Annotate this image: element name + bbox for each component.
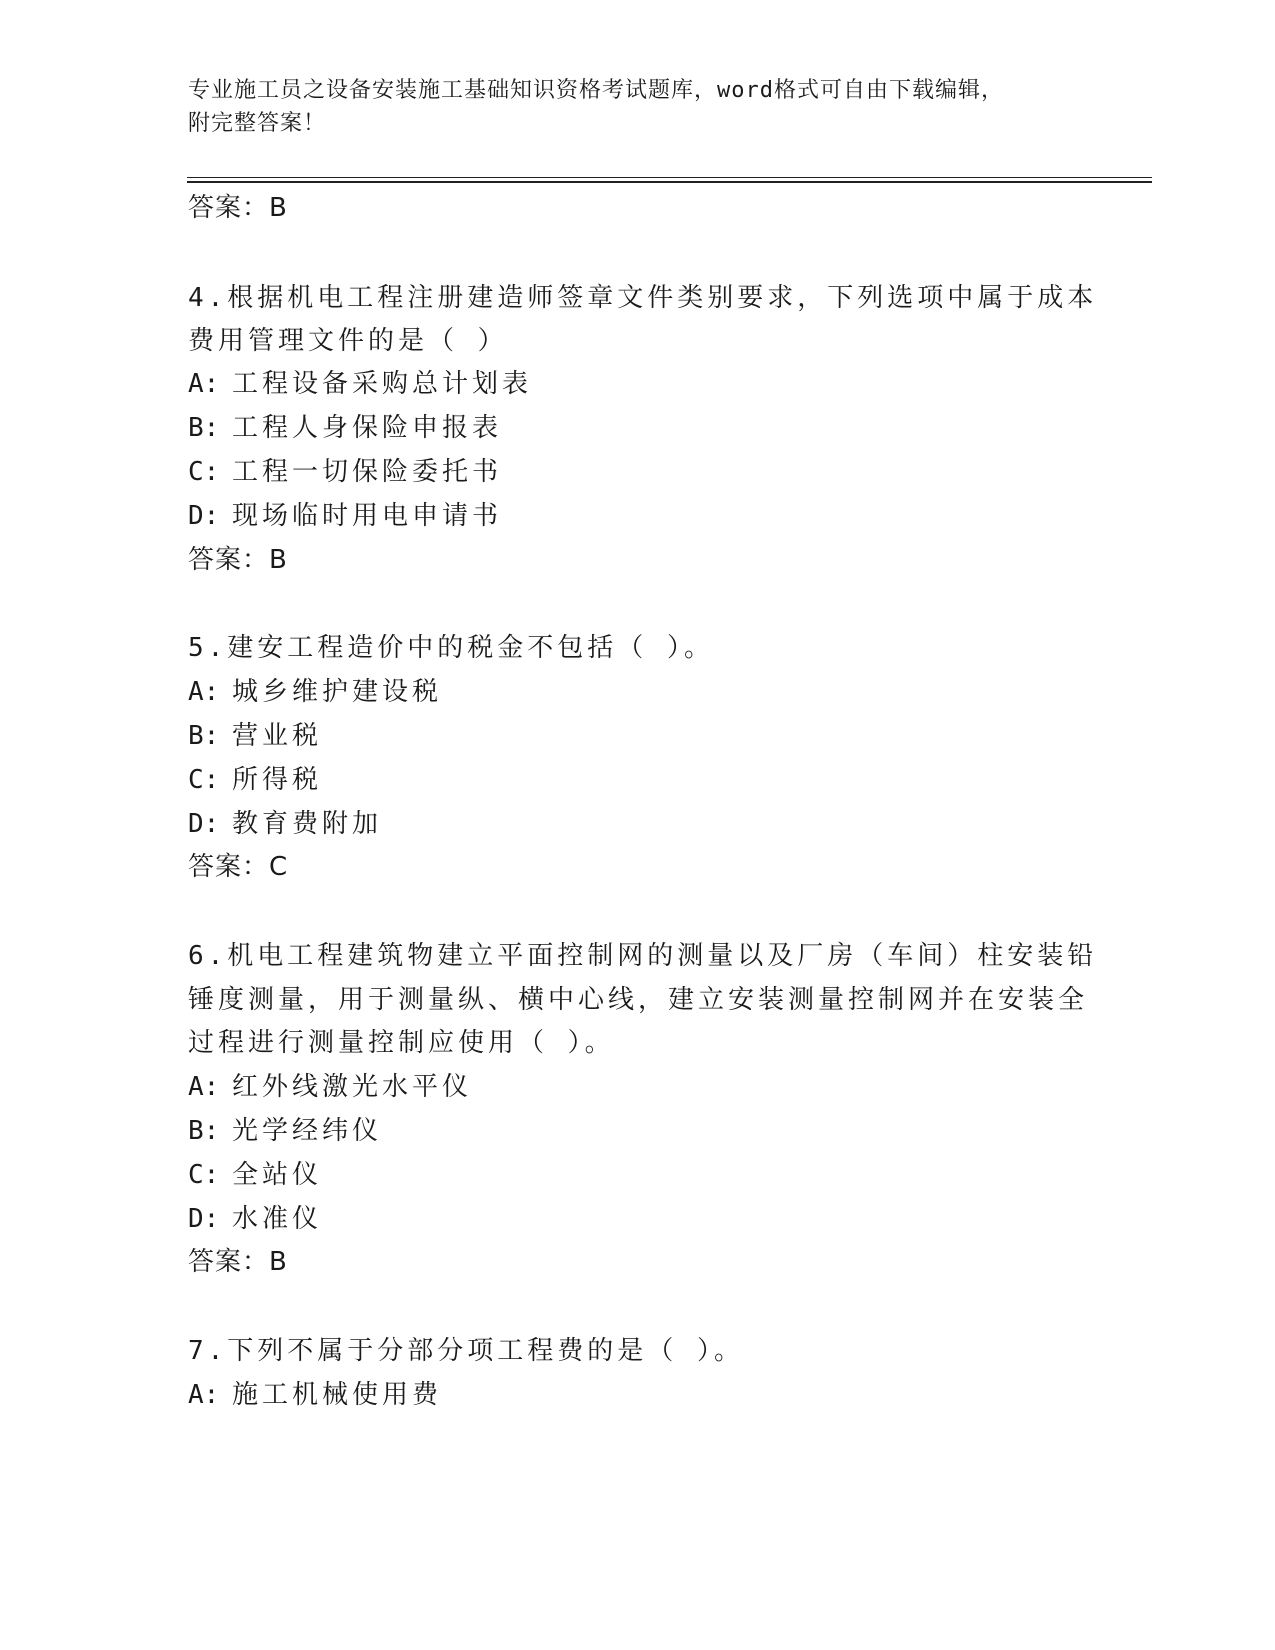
- question-4-answer: 答案：B: [188, 545, 288, 575]
- option-text: 教育费附加: [232, 809, 383, 839]
- question-6-stem-line-1: 6.机电工程建筑物建立平面控制网的测量以及厂房（车间）柱安装铅: [188, 941, 1098, 971]
- option-text: 营业税: [232, 721, 323, 751]
- answer-previous: 答案：B: [188, 193, 288, 223]
- option-letter: B:: [188, 721, 220, 751]
- question-5-answer: 答案：C: [188, 852, 289, 882]
- question-5-option-d: [188, 806, 382, 842]
- option-text: 红外线激光水平仪: [232, 1072, 473, 1102]
- option-text: 光学经纬仪: [232, 1116, 383, 1146]
- question-5-option-c: [188, 762, 322, 798]
- option-text: 工程一切保险委托书: [232, 457, 503, 487]
- option-letter: B:: [188, 1116, 220, 1146]
- question-4-option-c: [188, 454, 502, 490]
- option-letter: C:: [188, 457, 220, 487]
- option-letter: A:: [188, 677, 220, 707]
- question-6-answer: 答案：B: [188, 1247, 288, 1277]
- option-letter: A:: [188, 1380, 220, 1410]
- header-line-1: 专业施工员之设备安装施工基础知识资格考试题库，word格式可自由下载编辑，: [188, 78, 1004, 103]
- question-7-option-a: [188, 1377, 442, 1413]
- option-letter: B:: [188, 413, 220, 443]
- option-letter: D:: [188, 1204, 220, 1234]
- question-6-stem-line-3: 过程进行测量控制应使用（ ）。: [188, 1028, 615, 1058]
- question-6-option-b: [188, 1113, 382, 1149]
- option-letter: D:: [188, 809, 220, 839]
- document-header: [188, 74, 1068, 140]
- option-text: 水准仪: [232, 1204, 323, 1234]
- question-4-stem-line-2: 费用管理文件的是（ ）: [188, 326, 508, 356]
- option-letter: A:: [188, 1072, 220, 1102]
- option-text: 施工机械使用费: [232, 1380, 443, 1410]
- question-4-stem-line-1: 4.根据机电工程注册建造师签章文件类别要求，下列选项中属于成本: [188, 283, 1098, 313]
- question-7-stem-line-1: 7.下列不属于分部分项工程费的是（ ）。: [188, 1336, 744, 1366]
- question-5-stem-line-1: 5.建安工程造价中的税金不包括（ ）。: [188, 633, 714, 663]
- question-4-option-d: [188, 498, 502, 534]
- option-text: 所得税: [232, 765, 323, 795]
- option-letter: A:: [188, 369, 220, 399]
- option-text: 现场临时用电申请书: [232, 501, 503, 531]
- question-6-option-c: [188, 1157, 322, 1193]
- question-4-option-a: [188, 366, 532, 402]
- option-letter: D:: [188, 501, 220, 531]
- header-divider-thick: [187, 181, 1152, 183]
- question-6-option-a: [188, 1069, 472, 1105]
- question-6-option-d: [188, 1201, 322, 1237]
- question-4-option-b: [188, 410, 502, 446]
- option-text: 工程设备采购总计划表: [232, 369, 533, 399]
- header-divider-thin: [187, 177, 1152, 178]
- option-letter: C:: [188, 765, 220, 795]
- question-6-stem-line-2: 锤度测量，用于测量纵、横中心线，建立安装测量控制网并在安装全: [188, 985, 1089, 1015]
- header-line-2: 附完整答案！: [188, 111, 327, 136]
- option-text: 工程人身保险申报表: [232, 413, 503, 443]
- question-5-option-b: [188, 718, 322, 754]
- option-text: 城乡维护建设税: [232, 677, 443, 707]
- option-letter: C:: [188, 1160, 220, 1190]
- question-5-option-a: [188, 674, 442, 710]
- option-text: 全站仪: [232, 1160, 323, 1190]
